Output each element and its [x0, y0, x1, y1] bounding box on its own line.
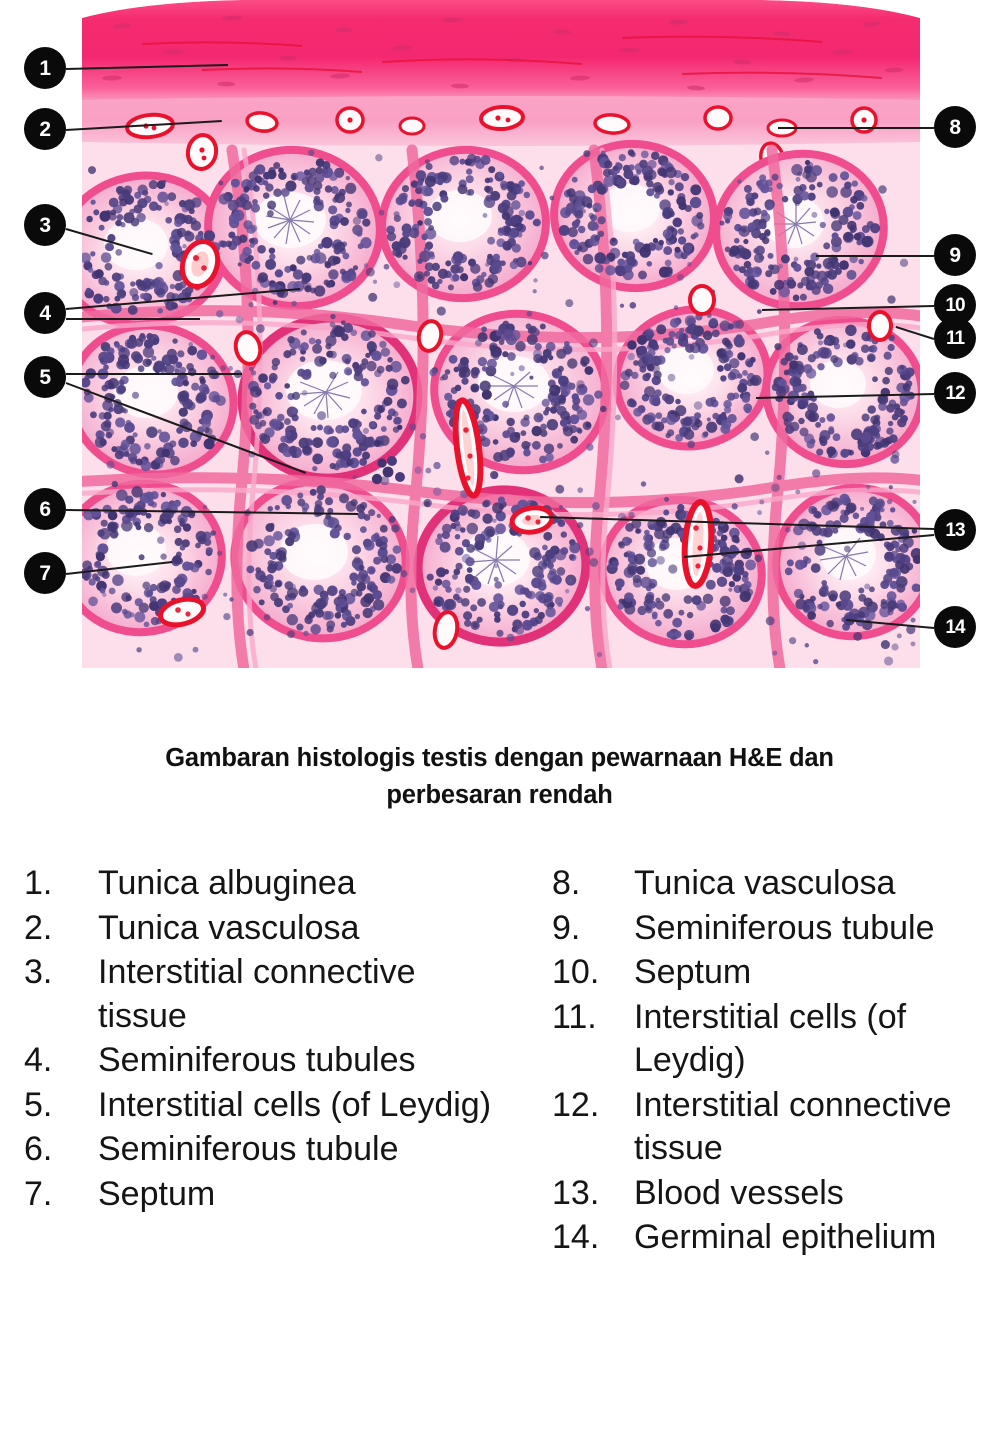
callout-marker-1[interactable]: 1 — [24, 47, 66, 89]
legend-item-label: Interstitial cells (of Leydig) — [98, 1085, 492, 1124]
figure-caption — [50, 740, 949, 814]
legend-item-label: Interstitial connective tissue — [98, 953, 416, 1035]
legend-item-label: Seminiferous tubule — [634, 908, 935, 947]
callout-marker-10[interactable]: 10 — [934, 284, 976, 326]
micrograph-svg — [82, 0, 920, 668]
legend-item — [24, 1173, 494, 1217]
callout-marker-7[interactable]: 7 — [24, 552, 66, 594]
callout-marker-11[interactable]: 11 — [934, 317, 976, 359]
callout-leader-line-8 — [778, 127, 934, 129]
callout-marker-6[interactable]: 6 — [24, 488, 66, 530]
legend-item-number: 12. — [552, 1085, 600, 1124]
legend-item-number: 1. — [24, 864, 53, 902]
callout-marker-9[interactable]: 9 — [934, 234, 976, 276]
legend-item-label: Interstitial cells (of Leydig) — [634, 997, 907, 1080]
callout-marker-3[interactable]: 3 — [24, 204, 66, 246]
legend-item — [24, 1084, 494, 1128]
legend-item-number: 10. — [552, 953, 600, 992]
legend-item — [552, 1216, 999, 1260]
legend-item-number: 7. — [24, 1174, 53, 1213]
legend-item-label: Septum — [98, 1174, 216, 1213]
legend-item — [552, 951, 999, 995]
legend-item — [552, 1172, 999, 1216]
legend-item-label: Septum — [634, 953, 752, 992]
callout-leader-line-9 — [816, 255, 934, 257]
caption-line-1: Gambaran histologis testis dengan pewarnaan H&E dan — [165, 744, 834, 772]
legend-item-label: Interstitial connective tissue — [634, 1085, 952, 1168]
legend-item-label: Tunica vasculosa — [98, 908, 360, 947]
legend-item-number: 6. — [24, 1130, 53, 1169]
callout-leader-line-4 — [66, 318, 200, 320]
legend-item — [24, 951, 494, 1038]
legend-item-number: 4. — [24, 1041, 53, 1080]
figure-panel — [0, 0, 999, 700]
legend-item-number: 2. — [24, 908, 53, 947]
legend-item-number: 5. — [24, 1085, 53, 1124]
legend-item — [552, 996, 999, 1083]
callout-marker-13[interactable]: 13 — [934, 509, 976, 551]
legend-item — [24, 1039, 494, 1083]
legend-item-number: 11. — [552, 997, 597, 1036]
legend-item-label: Blood vessels — [634, 1173, 844, 1212]
legend-item-label: Tunica albuginea — [98, 864, 356, 902]
callout-leader-line-5 — [66, 373, 242, 375]
callout-marker-12[interactable]: 12 — [934, 372, 976, 414]
tissue-field — [82, 0, 920, 668]
callout-marker-14[interactable]: 14 — [934, 606, 976, 648]
legend-item — [552, 907, 999, 951]
legend-item — [24, 862, 494, 906]
callout-marker-2[interactable]: 2 — [24, 108, 66, 150]
legend-item — [24, 1128, 494, 1172]
legend-column-right — [552, 862, 999, 1261]
legend-panel — [0, 862, 999, 1437]
legend-column-left — [24, 862, 494, 1217]
legend-item-number: 13. — [552, 1173, 600, 1212]
legend-item-number: 9. — [552, 908, 581, 947]
legend-item-label: Seminiferous tubules — [98, 1041, 416, 1080]
legend-item — [552, 862, 999, 906]
legend-item — [24, 907, 494, 951]
legend-item-label: Germinal epithelium — [634, 1218, 937, 1257]
legend-item-number: 3. — [24, 953, 53, 992]
callout-marker-4[interactable]: 4 — [24, 292, 66, 334]
testis-histology-micrograph — [82, 0, 920, 668]
legend-item — [552, 1084, 999, 1171]
callout-marker-5[interactable]: 5 — [24, 356, 66, 398]
legend-item-label: Seminiferous tubule — [98, 1130, 399, 1169]
caption-line-2: perbesaran rendah — [386, 780, 613, 809]
legend-item-number: 8. — [552, 864, 581, 902]
callout-marker-8[interactable]: 8 — [934, 106, 976, 148]
legend-item-number: 14. — [552, 1218, 600, 1257]
legend-item-label: Tunica vasculosa — [634, 864, 896, 902]
